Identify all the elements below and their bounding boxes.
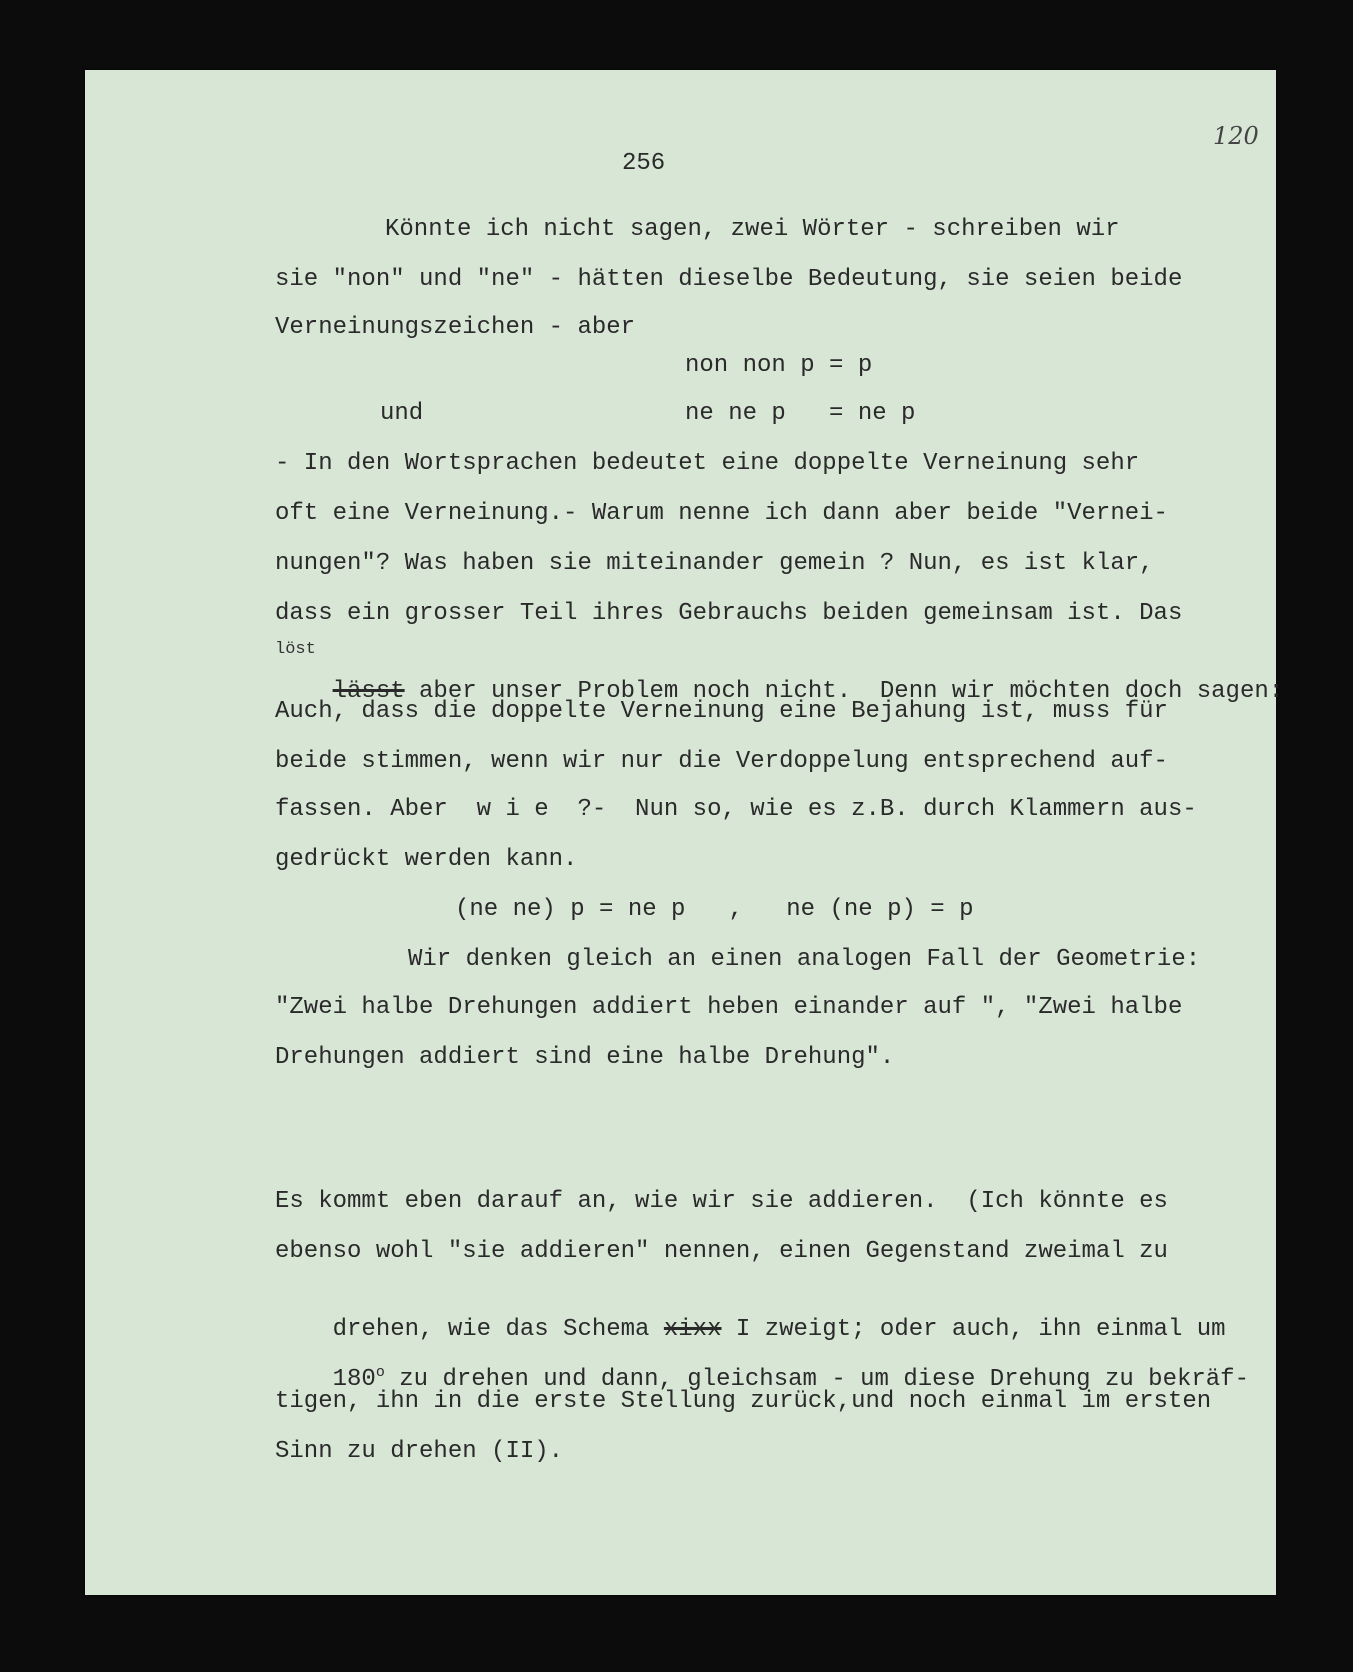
text-line: und [380, 400, 424, 427]
page-number: 256 [622, 150, 666, 177]
text-line: Auch, dass die doppelte Verneinung eine Bejahung ist, muss für [275, 698, 1168, 725]
formula-line: non non p = p [685, 352, 873, 379]
text-line: "Zwei halbe Drehungen addiert heben einander auf ", "Zwei halbe [275, 994, 1183, 1021]
line-text: I zweigt; oder auch, ihn einmal um [721, 1316, 1226, 1343]
text-line: oft eine Verneinung.- Warum nenne ich dann aber beide "Vernei- [275, 500, 1168, 527]
text-line: Drehungen addiert sind eine halbe Drehung". [275, 1044, 895, 1071]
text-line: ebenso wohl "sie addieren" nennen, einen Gegenstand zweimal zu [275, 1238, 1168, 1265]
formula-line: ne ne p = ne p [685, 400, 916, 427]
text-line: Wir denken gleich an einen analogen Fall der Geometrie: [408, 946, 1201, 973]
text-line: fassen. Aber w i e ?- Nun so, wie es z.B. durch Klammern aus- [275, 796, 1197, 823]
text-line: gedrückt werden kann. [275, 846, 578, 873]
struck-word: lässt [332, 678, 405, 705]
text-line: tigen, ihn in die erste Stellung zurück,und noch einmal im ersten [275, 1388, 1212, 1415]
typescript-page [85, 70, 1284, 1595]
line-text: zu drehen und dann, gleichsam - um diese Drehung zu bekräf- [384, 1366, 1249, 1393]
text-line: dass ein grosser Teil ihres Gebrauchs beiden gemeinsam ist. Das [275, 600, 1183, 627]
text-line: nungen"? Was haben sie miteinander gemein ? Nun, es ist klar, [275, 550, 1154, 577]
text-line: - In den Wortsprachen bedeutet eine doppelte Verneinung sehr [275, 450, 1140, 477]
text-line: Verneinungszeichen - aber [275, 314, 636, 341]
text-line: Sinn zu drehen (II). [275, 1438, 564, 1465]
text-line: beide stimmen, wenn wir nur die Verdoppelung entsprechend auf- [275, 748, 1168, 775]
struck-word: xixx [663, 1316, 722, 1343]
line-text: aber unser Problem noch nicht. Denn wir möchten doch sagen: [404, 678, 1284, 705]
degree-superscript: o [375, 1364, 385, 1381]
text-line: sie "non" und "ne" - hätten dieselbe Bedeutung, sie seien beide [275, 266, 1183, 293]
line-text: drehen, wie das Schema [332, 1316, 664, 1343]
text-line: Könnte ich nicht sagen, zwei Wörter - schreiben wir [385, 216, 1120, 243]
archive-number-handwritten: 120 [1213, 122, 1259, 150]
handwritten-correction: löst [275, 640, 316, 659]
text-line: Es kommt eben darauf an, wie wir sie addieren. (Ich könnte es [275, 1188, 1168, 1215]
line-text: 180 [332, 1366, 376, 1393]
formula-line: (ne ne) p = ne p , ne (ne p) = p [455, 896, 974, 923]
